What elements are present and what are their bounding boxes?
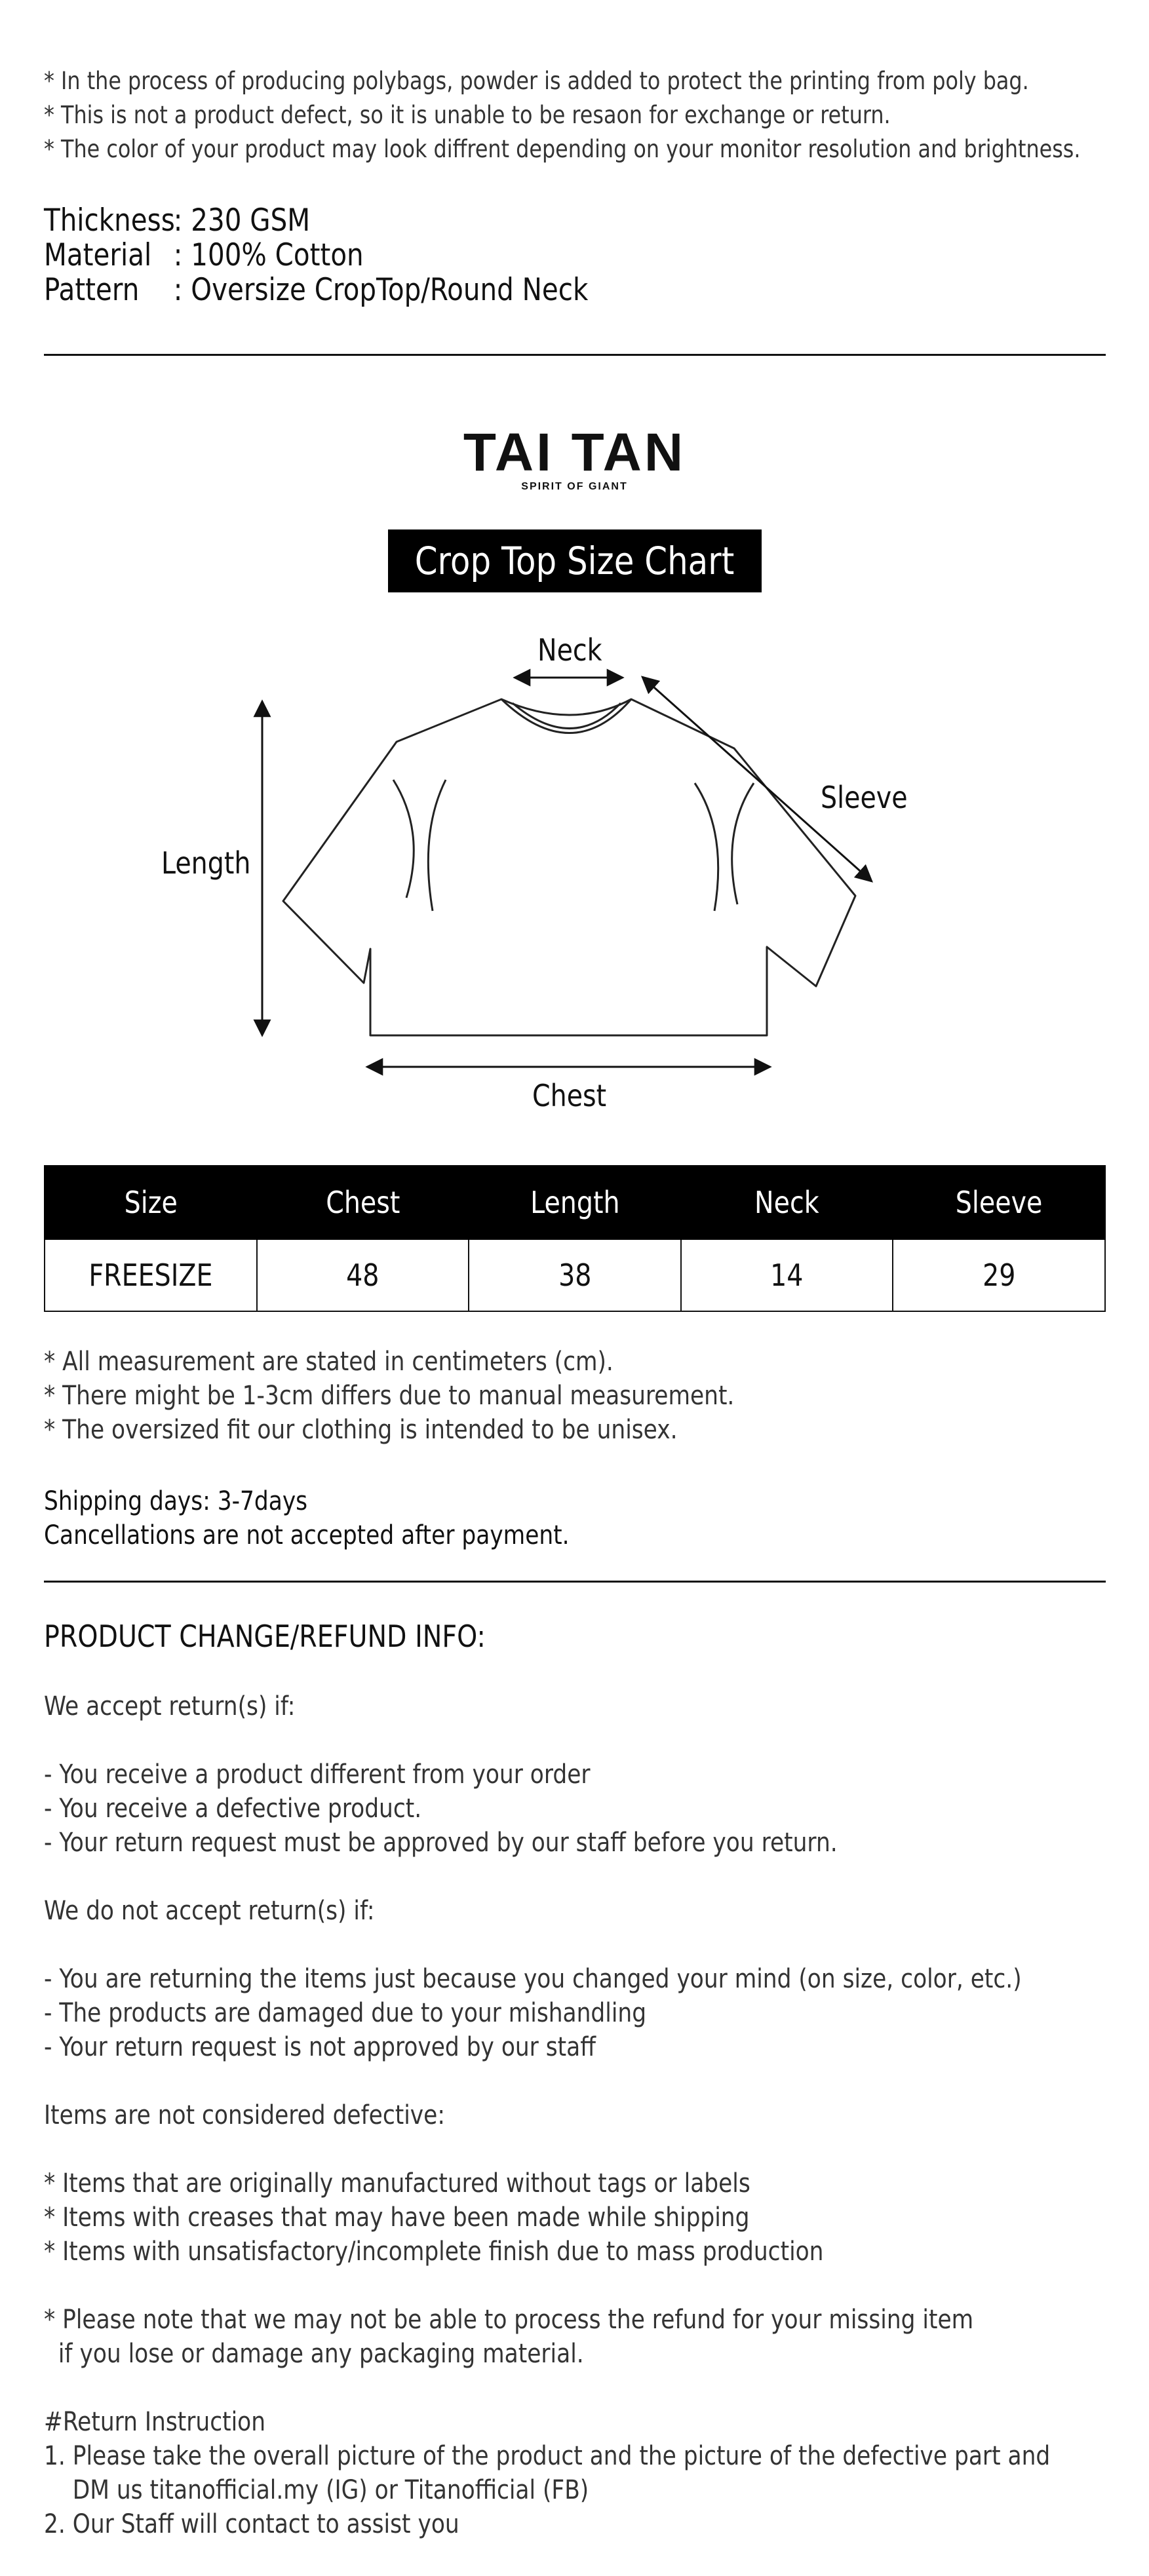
table-header: Size [45, 1166, 257, 1239]
care-note: * This is not a product defect, so it is unable to be resaon for exchange or return. [44, 101, 891, 129]
instruction-step: DM us titanofficial.my (IG) or Titanofficial (FB) [44, 2475, 589, 2505]
note-line: * Please note that we may not be able to process the refund for your missing item [44, 2305, 974, 2335]
note-line: if you lose or damage any packaging material. [44, 2339, 584, 2369]
spec-value: : 230 GSM [173, 202, 311, 239]
spec-label: Material [44, 237, 152, 273]
cancellation-policy: Cancellations are not accepted after payment. [44, 1520, 570, 1550]
reject-intro: We do not accept return(s) if: [44, 1896, 375, 1926]
list-item: - Your return request must be approved by our staff before you return. [44, 1828, 838, 1858]
measurement-note: * There might be 1-3cm differs due to manual measurement. [44, 1381, 735, 1411]
list-item: - You receive a defective product. [44, 1794, 422, 1824]
sleeve-label: Sleeve [821, 780, 908, 815]
missing-item-note [44, 2303, 1050, 2371]
measurement-note: * All measurement are stated in centimeters (cm). [44, 1347, 613, 1377]
sleeve-arrow [642, 677, 872, 881]
spec-label: Pattern [44, 272, 140, 308]
tshirt-diagram [0, 0, 1149, 1127]
measure-arrows [262, 677, 872, 1067]
brand-tagline: SPIRIT OF GIANT [521, 481, 628, 492]
accept-intro: We accept return(s) if: [44, 1691, 296, 1721]
tshirt-outline [283, 699, 855, 1035]
table-cell: 48 [257, 1239, 469, 1311]
refund-heading: PRODUCT CHANGE/REFUND INFO: [44, 1619, 486, 1654]
table-header: Length [469, 1166, 681, 1239]
table-header: Neck [681, 1166, 893, 1239]
refund-info [44, 1689, 1050, 2541]
table-cell: 29 [893, 1239, 1105, 1311]
table-header: Chest [257, 1166, 469, 1239]
table-row [45, 1239, 1105, 1311]
list-item: - You receive a product different from your order [44, 1759, 591, 1790]
care-note: * The color of your product may look diffrent depending on your monitor resolution and brightness. [44, 135, 1081, 163]
accept-list [44, 1758, 1050, 1860]
list-item: - The products are damaged due to your mishandling [44, 1998, 647, 2028]
shipping-days: Shipping days: 3-7days [44, 1486, 308, 1516]
size-table [44, 1165, 1106, 1312]
spec-label: Thickness [44, 202, 175, 239]
table-cell: 14 [681, 1239, 893, 1311]
instruction-step: 1. Please take the overall picture of the product and the picture of the defective part and [44, 2441, 1051, 2471]
measurement-note: * The oversized fit our clothing is intended to be unisex. [44, 1415, 678, 1445]
instruction-step: 2. Our Staff will contact to assist you [44, 2509, 459, 2539]
list-item: - Your return request is not approved by our staff [44, 2032, 596, 2062]
table-cell: FREESIZE [45, 1239, 257, 1311]
return-instructions [44, 2405, 1050, 2541]
length-label: Length [161, 845, 251, 881]
list-item: * Items with creases that may have been made while shipping [44, 2202, 750, 2233]
measurement-notes [44, 1345, 734, 1447]
shipping-info [44, 1484, 570, 1552]
table-header-row [45, 1166, 1105, 1239]
size-chart-title-text: Crop Top Size Chart [415, 539, 735, 583]
list-item: * Items with unsatisfactory/incomplete finish due to mass production [44, 2237, 824, 2267]
list-item: - You are returning the items just because you changed your mind (on size, color, etc.) [44, 1964, 1022, 1994]
divider [44, 1581, 1106, 1583]
reject-list [44, 1962, 1050, 2064]
table-cell: 38 [469, 1239, 681, 1311]
instruction-title: #Return Instruction [44, 2407, 266, 2437]
neck-label: Neck [537, 632, 602, 668]
list-item: * Items that are originally manufactured without tags or labels [44, 2168, 750, 2199]
care-note: * In the process of producing polybags, powder is added to protect the printing from poly bag. [44, 67, 1029, 95]
defective-intro: Items are not considered defective: [44, 2100, 445, 2130]
table-header: Sleeve [893, 1166, 1105, 1239]
defective-list [44, 2166, 1050, 2269]
spec-value: : 100% Cotton [173, 237, 364, 273]
spec-value: : Oversize CropTop/Round Neck [173, 272, 589, 308]
chest-label: Chest [532, 1078, 607, 1113]
brand-name: TAI TAN [463, 423, 686, 482]
